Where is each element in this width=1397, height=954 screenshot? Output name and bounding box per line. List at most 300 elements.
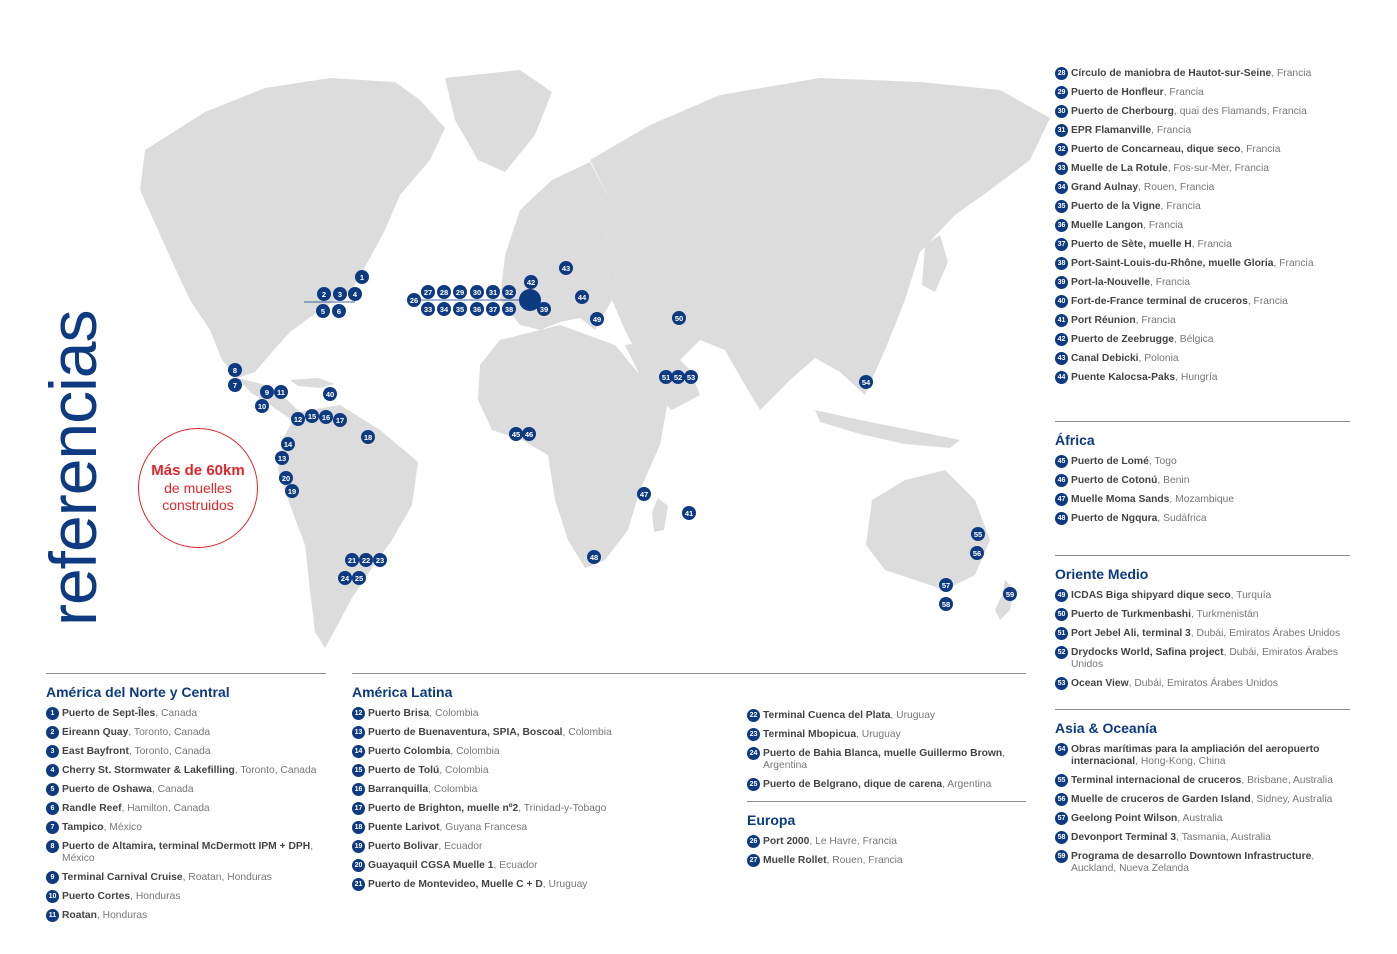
reference-name: Puerto de Sept-Îles xyxy=(62,708,156,719)
badge-line2: de muelles xyxy=(164,480,232,496)
map-marker xyxy=(470,285,484,299)
reference-location: , Canada xyxy=(151,784,194,795)
map-marker-label: 27 xyxy=(423,288,433,297)
reference-name: Cherry St. Stormwater & Lakefilling xyxy=(62,765,235,776)
reference-name: Port Réunion xyxy=(1071,315,1136,326)
badge-line3: construidos xyxy=(162,497,234,513)
number-badge: 18 xyxy=(352,821,365,834)
reference-item xyxy=(352,803,732,815)
reference-name: Tampico xyxy=(62,822,104,833)
map-marker-label: 7 xyxy=(232,381,238,390)
reference-location: , Hungría xyxy=(1175,372,1218,383)
reference-item xyxy=(352,708,732,720)
number-badge: 34 xyxy=(1055,181,1068,194)
map-marker xyxy=(453,285,467,299)
number-badge: 50 xyxy=(1055,608,1068,621)
reference-name: East Bayfront xyxy=(62,746,129,757)
map-marker-label: 22 xyxy=(361,556,371,565)
reference-name: Port-Saint-Louis-du-Rhône, muelle Gloria xyxy=(1071,258,1274,269)
section-title: África xyxy=(1055,432,1095,448)
reference-item xyxy=(1055,832,1350,844)
reference-item xyxy=(747,729,1029,741)
reference-location: , Francia xyxy=(1271,68,1312,79)
reference-name: Puerto de Honfleur xyxy=(1071,87,1164,98)
number-badge: 17 xyxy=(352,802,365,815)
map-marker-label: 52 xyxy=(673,373,683,382)
section-latin-america xyxy=(352,673,732,898)
section-title: Oriente Medio xyxy=(1055,566,1149,582)
reference-location: , Hamilton, Canada xyxy=(121,803,210,814)
map-marker-label: 13 xyxy=(277,454,287,463)
section-title: América del Norte y Central xyxy=(46,684,230,700)
section-africa xyxy=(1055,421,1350,532)
map-marker-label: 42 xyxy=(526,278,536,287)
map-marker xyxy=(338,571,352,585)
map-marker-label: 2 xyxy=(321,290,327,299)
map-marker-label: 58 xyxy=(941,600,951,609)
number-badge: 24 xyxy=(747,747,760,760)
reference-location: , Togo xyxy=(1148,456,1177,467)
number-badge: 29 xyxy=(1055,86,1068,99)
reference-name: Programa de desarrollo Downtown Infrastructure xyxy=(1071,851,1312,862)
reference-name: Puerto de Ngqura xyxy=(1071,513,1158,524)
reference-item xyxy=(1055,125,1350,137)
map-marker xyxy=(437,285,451,299)
number-badge: 54 xyxy=(1055,743,1068,756)
number-badge: 39 xyxy=(1055,276,1068,289)
reference-name: Puerto de Oshawa xyxy=(62,784,152,795)
reference-location: , Rouen, Francia xyxy=(826,855,903,866)
number-badge: 3 xyxy=(46,745,59,758)
number-badge: 9 xyxy=(46,871,59,884)
map-marker-label: 39 xyxy=(539,305,549,314)
reference-name: ICDAS Biga shipyard dique seco xyxy=(1071,590,1231,601)
reference-location: , Benin xyxy=(1157,475,1190,486)
map-marker xyxy=(279,471,293,485)
reference-name: Puerto Brisa xyxy=(368,708,430,719)
reference-item xyxy=(1055,163,1350,175)
reference-item xyxy=(747,710,1029,722)
map-marker-label: 8 xyxy=(232,366,238,375)
reference-location: , Mozambique xyxy=(1169,494,1235,505)
map-marker-label: 26 xyxy=(409,296,419,305)
map-marker xyxy=(522,427,536,441)
map-marker xyxy=(352,571,366,585)
map-marker xyxy=(671,370,685,384)
reference-list xyxy=(1055,590,1350,690)
map-marker xyxy=(971,527,985,541)
reference-location: , quai des Flamands, Francia xyxy=(1173,106,1307,117)
reference-list xyxy=(1055,456,1350,525)
map-marker-label: 10 xyxy=(257,402,267,411)
reference-name: Puerto de Montevideo, Muelle C + D xyxy=(368,879,543,890)
map-marker-label: 57 xyxy=(941,581,951,590)
reference-location: , Turquía xyxy=(1230,590,1272,601)
map-marker-label: 11 xyxy=(277,388,285,397)
map-marker xyxy=(281,437,295,451)
map-marker-label: 35 xyxy=(455,305,465,314)
reference-item xyxy=(46,727,326,739)
reference-name: Puerto de Buenaventura, SPIA, Boscoal xyxy=(368,727,563,738)
reference-location: , Canada xyxy=(155,708,198,719)
reference-item xyxy=(1055,744,1350,768)
reference-location: , México xyxy=(62,841,314,864)
map-marker xyxy=(407,293,421,307)
reference-name: Barranquilla xyxy=(368,784,429,795)
section-title: Asia & Oceanía xyxy=(1055,720,1157,736)
number-badge: 4 xyxy=(46,764,59,777)
reference-location: , Colombia xyxy=(562,727,612,738)
number-badge: 15 xyxy=(352,764,365,777)
map-marker-label: 55 xyxy=(973,530,983,539)
reference-name: Terminal internacional de cruceros xyxy=(1071,775,1242,786)
reference-location: , Colombia xyxy=(428,784,478,795)
reference-location: , Hong-Kong, China xyxy=(1135,756,1226,767)
number-badge: 28 xyxy=(1055,67,1068,80)
reference-name: Muelle de La Rotule xyxy=(1071,163,1168,174)
number-badge: 31 xyxy=(1055,124,1068,137)
number-badge: 5 xyxy=(46,783,59,796)
number-badge: 51 xyxy=(1055,627,1068,640)
reference-name: Puerto de Concarneau, dique seco xyxy=(1071,144,1241,155)
reference-name: Port-la-Nouvelle xyxy=(1071,277,1150,288)
map-marker xyxy=(502,285,516,299)
map-marker-label: 59 xyxy=(1005,590,1015,599)
map-marker xyxy=(575,290,589,304)
number-badge: 42 xyxy=(1055,333,1068,346)
reference-location: , Honduras xyxy=(130,891,181,902)
map-marker xyxy=(590,312,604,326)
map-marker xyxy=(453,302,467,316)
reference-location: , Francia xyxy=(1247,296,1288,307)
reference-list xyxy=(747,836,1026,867)
number-badge: 26 xyxy=(747,835,760,848)
reference-name: Port 2000 xyxy=(763,836,810,847)
number-badge: 55 xyxy=(1055,774,1068,787)
reference-item xyxy=(46,872,326,884)
central-america xyxy=(238,378,300,420)
map-marker-label: 17 xyxy=(335,416,345,425)
number-badge: 35 xyxy=(1055,200,1068,213)
reference-name: Canal Debicki xyxy=(1071,353,1139,364)
section-title: Europa xyxy=(747,812,796,828)
reference-item xyxy=(1055,144,1350,156)
number-badge: 48 xyxy=(1055,512,1068,525)
reference-name: Puerto de la Vigne xyxy=(1071,201,1161,212)
reference-location: , Polonia xyxy=(1138,353,1179,364)
number-badge: 59 xyxy=(1055,850,1068,863)
reference-location: , Rouen, Francia xyxy=(1138,182,1215,193)
reference-item xyxy=(1055,590,1350,602)
map-marker-label: 40 xyxy=(325,390,335,399)
reference-name: Drydocks World, Safina project xyxy=(1071,647,1224,658)
map-marker xyxy=(348,287,362,301)
reference-item xyxy=(352,727,732,739)
map-marker xyxy=(421,285,435,299)
reference-name: Randle Reef xyxy=(62,803,122,814)
reference-item xyxy=(1055,628,1350,640)
number-badge: 44 xyxy=(1055,371,1068,384)
reference-name: Ocean View xyxy=(1071,678,1129,689)
reference-item xyxy=(352,879,732,891)
map-marker xyxy=(333,287,347,301)
reference-item xyxy=(46,746,326,758)
section-asia-oceania xyxy=(1055,709,1350,882)
map-marker-label: 50 xyxy=(674,314,684,323)
map-marker-label: 51 xyxy=(661,373,671,382)
reference-location: , Toronto, Canada xyxy=(128,727,211,738)
reference-name: Puerto de Brighton, muelle nº2 xyxy=(368,803,519,814)
reference-item xyxy=(1055,334,1350,346)
section-rule xyxy=(1055,421,1350,422)
map-marker-label: 20 xyxy=(281,474,291,483)
reference-location: , Argentina xyxy=(942,779,992,790)
reference-name: Terminal Mbopicua xyxy=(763,729,857,740)
map-marker xyxy=(255,399,269,413)
reference-list xyxy=(46,708,326,922)
map-marker xyxy=(939,597,953,611)
map-marker-label: 38 xyxy=(504,305,514,314)
reference-name: Puerto de Cotonú xyxy=(1071,475,1158,486)
map-marker xyxy=(682,506,696,520)
number-badge: 10 xyxy=(46,890,59,903)
reference-item xyxy=(1055,182,1350,194)
number-badge: 1 xyxy=(46,707,59,720)
reference-name: Terminal Carnival Cruise xyxy=(62,872,183,883)
map-marker-label: 16 xyxy=(321,413,331,422)
reference-location: , Argentina xyxy=(763,748,1006,771)
number-badge: 21 xyxy=(352,878,365,891)
reference-name: Puente Larivot xyxy=(368,822,440,833)
number-badge: 49 xyxy=(1055,589,1068,602)
map-marker-label: 31 xyxy=(488,288,498,297)
reference-item xyxy=(1055,813,1350,825)
section-rule xyxy=(747,801,1026,802)
reference-name: Puerto de Sète, muelle H xyxy=(1071,239,1192,250)
reference-item xyxy=(1055,68,1350,80)
reference-name: Muelle Moma Sands xyxy=(1071,494,1170,505)
number-badge: 27 xyxy=(747,854,760,867)
number-badge: 58 xyxy=(1055,831,1068,844)
map-marker-label: 29 xyxy=(455,288,465,297)
number-badge: 13 xyxy=(352,726,365,739)
section-europe-cont xyxy=(1055,68,1350,391)
number-badge: 53 xyxy=(1055,677,1068,690)
reference-name: Círculo de maniobra de Hautot-sur-Seine xyxy=(1071,68,1272,79)
reference-name: Geelong Point Wilson xyxy=(1071,813,1178,824)
number-badge: 43 xyxy=(1055,352,1068,365)
reference-item xyxy=(46,841,326,865)
reference-location: , Francia xyxy=(1160,201,1201,212)
map-marker xyxy=(659,370,673,384)
section-europe xyxy=(747,801,1026,874)
map-marker xyxy=(323,387,337,401)
madagascar xyxy=(652,498,668,532)
number-badge: 22 xyxy=(747,709,760,722)
number-badge: 12 xyxy=(352,707,365,720)
map-marker xyxy=(285,484,299,498)
number-badge: 7 xyxy=(46,821,59,834)
reference-item xyxy=(1055,106,1350,118)
section-title: América Latina xyxy=(352,684,453,700)
km-badge xyxy=(138,428,258,548)
map-marker xyxy=(359,553,373,567)
badge-highlight: Más de 60km xyxy=(151,462,245,479)
number-badge: 36 xyxy=(1055,219,1068,232)
reference-item xyxy=(1055,87,1350,99)
number-badge: 25 xyxy=(747,778,760,791)
map-marker-label: 9 xyxy=(264,388,270,397)
reference-item xyxy=(1055,220,1350,232)
map-marker xyxy=(486,285,500,299)
reference-item xyxy=(1055,296,1350,308)
map-marker xyxy=(274,385,288,399)
indonesia xyxy=(815,410,960,448)
number-badge: 37 xyxy=(1055,238,1068,251)
number-badge: 30 xyxy=(1055,105,1068,118)
reference-name: Muelle Rollet xyxy=(763,855,827,866)
map-marker xyxy=(275,451,289,465)
map-marker-label: 45 xyxy=(511,430,521,439)
map-marker xyxy=(637,487,651,501)
reference-location: , Honduras xyxy=(96,910,148,921)
map-marker xyxy=(260,385,274,399)
number-badge: 46 xyxy=(1055,474,1068,487)
number-badge: 8 xyxy=(46,840,59,853)
map-marker xyxy=(305,409,319,423)
section-rule xyxy=(46,673,326,674)
reference-location: , Roatan, Honduras xyxy=(182,872,272,883)
reference-location: , Trinidad-y-Tobago xyxy=(518,803,607,814)
reference-item xyxy=(1055,353,1350,365)
number-badge: 32 xyxy=(1055,143,1068,156)
map-marker xyxy=(587,550,601,564)
map-marker xyxy=(373,553,387,567)
section-rule xyxy=(1055,555,1350,556)
reference-name: Port Jebel Ali, terminal 3 xyxy=(1071,628,1191,639)
map-marker xyxy=(319,410,333,424)
reference-location: , Sudáfrica xyxy=(1157,513,1207,524)
reference-item xyxy=(46,822,326,834)
map-marker xyxy=(684,370,698,384)
north-america xyxy=(140,78,445,378)
map-marker-label: 53 xyxy=(686,373,696,382)
number-badge: 16 xyxy=(352,783,365,796)
reference-location: , Uruguay xyxy=(542,879,588,890)
reference-item xyxy=(747,748,1029,772)
map-marker xyxy=(672,311,686,325)
reference-name: Puerto de Cherbourg xyxy=(1071,106,1174,117)
number-badge: 11 xyxy=(46,909,59,922)
map-marker-label: 54 xyxy=(861,378,871,387)
map-marker-label: 56 xyxy=(972,549,982,558)
map-marker-label: 3 xyxy=(337,290,343,299)
section-middle-east xyxy=(1055,555,1350,697)
map-marker xyxy=(1003,587,1017,601)
number-badge: 40 xyxy=(1055,295,1068,308)
map-marker xyxy=(486,302,500,316)
reference-item xyxy=(1055,201,1350,213)
reference-location: , Turkmenistán xyxy=(1190,609,1259,620)
reference-location: , Uruguay xyxy=(856,729,901,740)
reference-item xyxy=(1055,258,1350,270)
reference-name: Terminal Cuenca del Plata xyxy=(763,710,891,721)
caribbean-islands xyxy=(290,378,335,388)
reference-name: Eireann Quay xyxy=(62,727,129,738)
number-badge: 20 xyxy=(352,859,365,872)
map-marker-label: 32 xyxy=(504,288,514,297)
reference-name: Obras marítimas para la ampliación del aeropuerto internacional xyxy=(1071,744,1320,767)
reference-location: , Fos-sur-Mer, Francia xyxy=(1167,163,1269,174)
map-marker-label: 6 xyxy=(336,307,342,316)
map-marker xyxy=(332,304,346,318)
number-badge: 57 xyxy=(1055,812,1068,825)
reference-location: , Guyana Francesa xyxy=(439,822,528,833)
section-north-central-america xyxy=(46,673,326,929)
map-marker xyxy=(421,302,435,316)
number-badge: 41 xyxy=(1055,314,1068,327)
reference-location: , Ecuador xyxy=(493,860,538,871)
reference-item xyxy=(46,708,326,720)
map-marker xyxy=(345,553,359,567)
reference-name: Puerto de Zeebrugge xyxy=(1071,334,1174,345)
reference-name: Puerto de Turkmenbashi xyxy=(1071,609,1191,620)
map-marker xyxy=(355,270,369,284)
number-badge: 2 xyxy=(46,726,59,739)
reference-location: , Dubái, Emiratos Árabes Unidos xyxy=(1128,678,1278,689)
number-badge: 56 xyxy=(1055,793,1068,806)
reference-item xyxy=(1055,678,1350,690)
reference-name: Fort-de-France terminal de cruceros xyxy=(1071,296,1248,307)
reference-location: , México xyxy=(103,822,142,833)
reference-item xyxy=(1055,851,1350,875)
reference-location: , Dubái, Emiratos Árabes Unidos xyxy=(1190,628,1341,639)
map-marker-label: 5 xyxy=(320,307,326,316)
reference-item xyxy=(352,860,732,872)
greenland xyxy=(445,70,552,172)
reference-location: , Francia xyxy=(1151,125,1192,136)
reference-item xyxy=(747,836,1026,848)
map-marker xyxy=(559,261,573,275)
reference-item xyxy=(1055,239,1350,251)
map-marker-label: 15 xyxy=(307,412,317,421)
number-badge: 47 xyxy=(1055,493,1068,506)
reference-location: , Dubái, Emiratos Árabes Unidos xyxy=(1071,647,1339,670)
reference-name: Puerto Colombia xyxy=(368,746,451,757)
map-marker-label: 41 xyxy=(684,509,694,518)
reference-location: , Francia xyxy=(1143,220,1184,231)
map-marker xyxy=(437,302,451,316)
reference-item xyxy=(46,910,326,922)
map-marker-label: 23 xyxy=(375,556,385,565)
reference-name: EPR Flamanville xyxy=(1071,125,1152,136)
reference-name: Puerto Bolivar xyxy=(368,841,439,852)
map-marker-label: 18 xyxy=(363,433,373,442)
map-marker-label: 47 xyxy=(639,490,649,499)
reference-item xyxy=(1055,513,1350,525)
reference-location: , Colombia xyxy=(439,765,489,776)
reference-item xyxy=(352,784,732,796)
reference-location: , Tasmania, Australia xyxy=(1176,832,1271,843)
reference-name: Puerto de Lomé xyxy=(1071,456,1149,467)
map-marker xyxy=(524,275,538,289)
number-badge: 6 xyxy=(46,802,59,815)
map-marker-label: 44 xyxy=(577,293,587,302)
reference-location: , Francia xyxy=(1240,144,1281,155)
number-badge: 23 xyxy=(747,728,760,741)
map-marker-label: 34 xyxy=(439,305,449,314)
number-badge: 45 xyxy=(1055,455,1068,468)
